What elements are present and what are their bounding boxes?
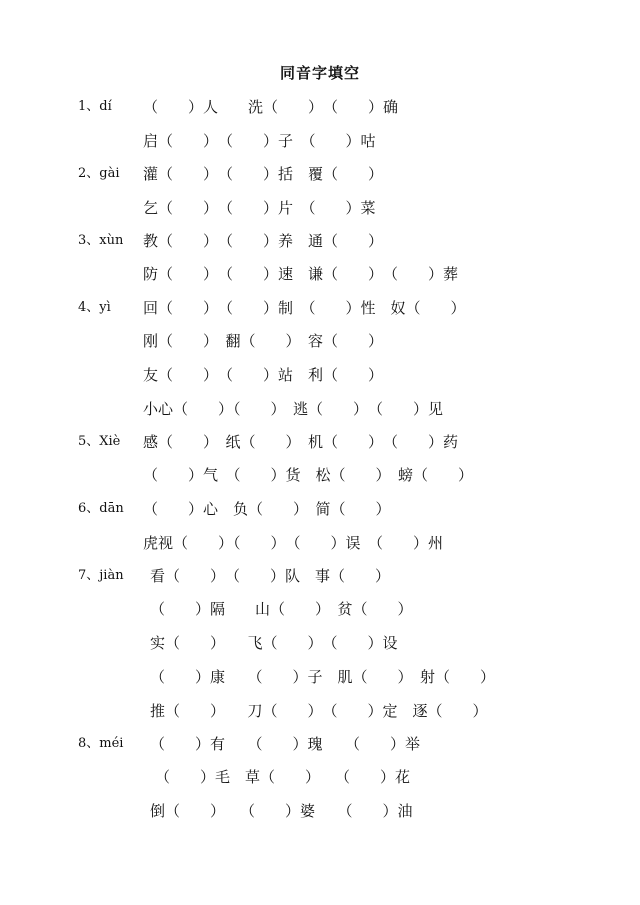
exercise-row bbox=[0, 565, 640, 587]
exercise-row bbox=[0, 431, 640, 453]
item-number: 6、dān bbox=[78, 501, 124, 516]
row-text: 看（ ） （ ）队 事（ ） bbox=[150, 567, 391, 585]
row-text: 友（ ） （ ）站 利（ ） bbox=[143, 366, 384, 384]
row-text: 教（ ） （ ）养 通（ ） bbox=[143, 232, 384, 250]
row-text: （ ）毛 草（ ） （ ）花 bbox=[155, 768, 411, 786]
row-text: （ ）心 负（ ） 简（ ） bbox=[143, 500, 391, 518]
row-text: （ ）气 （ ）货 松（ ） 螃（ ） bbox=[143, 466, 474, 484]
exercise-row bbox=[0, 197, 640, 219]
exercise-row bbox=[0, 330, 640, 352]
item-number: 4、yì bbox=[78, 300, 111, 315]
exercise-row bbox=[0, 532, 640, 554]
row-text: 灌（ ） （ ）括 覆（ ） bbox=[143, 165, 384, 183]
exercise-row bbox=[0, 766, 640, 788]
exercise-row bbox=[0, 666, 640, 688]
item-number: 2、gài bbox=[78, 166, 120, 181]
row-text: （ ）康 （ ）子 肌（ ） 射（ ） bbox=[150, 668, 496, 686]
exercise-row bbox=[0, 800, 640, 822]
row-text: 刚（ ） 翻（ ） 容（ ） bbox=[143, 332, 384, 350]
row-text: 推（ ） 刀（ ） （ ）定 逐（ ） bbox=[150, 702, 488, 720]
row-text: 倒（ ） （ ）婆 （ ）油 bbox=[150, 802, 413, 820]
item-number: 3、xùn bbox=[78, 233, 124, 248]
exercise-row bbox=[0, 733, 640, 755]
exercise-row bbox=[0, 700, 640, 722]
row-text: 回（ ） （ ）制 （ ）性 奴（ ） bbox=[143, 299, 466, 317]
row-text: （ ）人 洗（ ） （ ）确 bbox=[143, 98, 399, 116]
exercise-row bbox=[0, 498, 640, 520]
row-text: （ ）有 （ ）瑰 （ ）举 bbox=[150, 735, 421, 753]
item-number: 7、jiàn bbox=[78, 568, 124, 583]
exercise-row bbox=[0, 297, 640, 319]
row-text: 实（ ） 飞（ ） （ ）设 bbox=[150, 634, 398, 652]
row-text: （ ）隔 山（ ） 贫（ ） bbox=[150, 600, 413, 618]
exercise-row bbox=[0, 96, 640, 118]
exercise-row bbox=[0, 130, 640, 152]
exercise-row bbox=[0, 364, 640, 386]
row-text: 小心（ ）（ ） 逃（ ） （ ）见 bbox=[143, 400, 444, 418]
row-text: 防（ ） （ ）速 谦（ ） （ ）葬 bbox=[143, 265, 459, 283]
row-text: 感（ ） 纸（ ） 机（ ） （ ）药 bbox=[143, 433, 459, 451]
exercise-row bbox=[0, 263, 640, 285]
row-text: 虎视（ ）（ ） （ ）误 （ ）州 bbox=[143, 534, 444, 552]
exercise-row bbox=[0, 163, 640, 185]
row-text: 乞（ ） （ ）片 （ ）菜 bbox=[143, 199, 376, 217]
row-text: 启（ ） （ ）子 （ ）咕 bbox=[143, 132, 376, 150]
exercise-row bbox=[0, 398, 640, 420]
exercise-row bbox=[0, 598, 640, 620]
exercise-row bbox=[0, 230, 640, 252]
exercise-row bbox=[0, 464, 640, 486]
item-number: 5、Xiè bbox=[78, 434, 121, 449]
exercise-row bbox=[0, 632, 640, 654]
item-number: 8、méi bbox=[78, 736, 124, 751]
worksheet-title: 同音字填空 bbox=[279, 64, 360, 82]
item-number: 1、dí bbox=[78, 99, 112, 114]
